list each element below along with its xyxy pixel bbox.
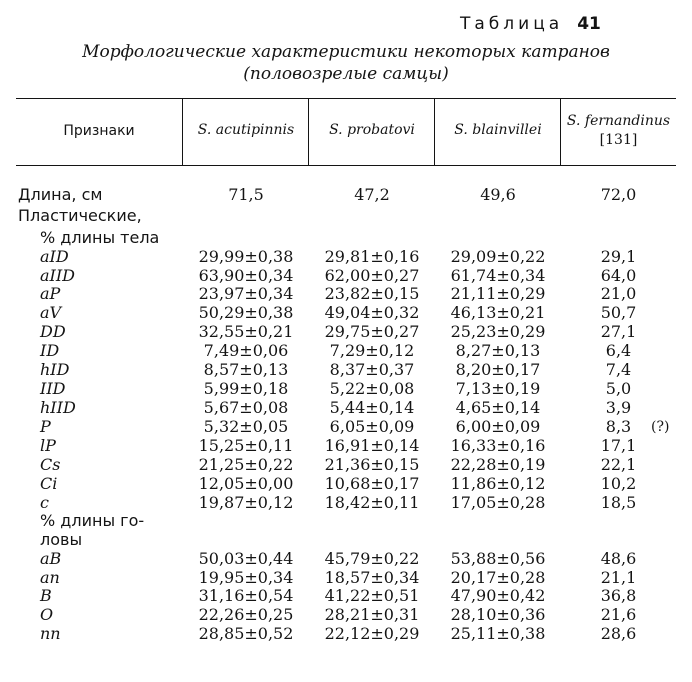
row-value [309, 437, 435, 455]
row-label: ID [40, 341, 60, 360]
cell-text: 16,91±0,14 [324, 436, 420, 455]
cell-text: 28,10±0,36 [450, 605, 546, 624]
table-row [0, 229, 692, 247]
cell-text: 22,12±0,29 [324, 624, 420, 643]
table-row [0, 304, 692, 322]
cell-text: 8,20±0,17 [455, 360, 541, 379]
row-value [183, 569, 309, 587]
table-row [0, 248, 692, 266]
cell-text: 25,11±0,38 [450, 624, 546, 643]
cell-text: 21,1 [600, 568, 637, 587]
row-value [183, 361, 309, 379]
row-value [435, 267, 561, 285]
row-value [561, 494, 676, 512]
row-value [309, 304, 435, 322]
table-num: 41 [577, 14, 601, 34]
row-label: nn [40, 624, 61, 643]
row-label: ловы [40, 530, 83, 549]
row-label: DD [40, 322, 66, 341]
row-label: hIID [40, 398, 76, 417]
table-row [0, 550, 692, 568]
header-blainvillei: S. blainvillei [454, 122, 542, 138]
header-features: Признаки [63, 123, 135, 139]
cell-text: 53,88±0,56 [450, 549, 546, 568]
table-word: Таблица [460, 14, 564, 34]
cell-text: 19,95±0,34 [198, 568, 294, 587]
cell-text: 6,00±0,09 [455, 417, 541, 436]
row-value [309, 587, 435, 605]
cell-text: 41,22±0,51 [324, 586, 420, 605]
row-value [435, 380, 561, 398]
row-value [561, 475, 676, 493]
cell-text: 36,8 [600, 586, 637, 605]
cell-text: 7,4 [605, 360, 632, 379]
row-value [435, 475, 561, 493]
table-row [0, 361, 692, 379]
cell-text: 21,0 [600, 284, 637, 303]
table-top-rule [16, 98, 676, 99]
row-value [561, 323, 676, 341]
table-row [0, 531, 692, 549]
cell-text: 6,05±0,09 [329, 417, 415, 436]
cell-text: 49,04±0,32 [324, 303, 420, 322]
cell-text: 7,13±0,19 [455, 379, 541, 398]
cell-text: 22,28±0,19 [450, 455, 546, 474]
cell-text: 50,7 [600, 303, 637, 322]
cell-text: 27,1 [600, 322, 637, 341]
table-row [0, 342, 692, 360]
row-label: aID [40, 247, 69, 266]
table-row [0, 323, 692, 341]
cell-text: 29,1 [600, 247, 637, 266]
row-value [435, 248, 561, 266]
cell-text: 28,21±0,31 [324, 605, 420, 624]
cell-text: 21,36±0,15 [324, 455, 420, 474]
table-caption-line2: (половозрелые самцы) [243, 64, 449, 84]
cell-text: 23,97±0,34 [198, 284, 294, 303]
row-label: P [40, 417, 51, 436]
cell-text: 19,87±0,12 [198, 493, 294, 512]
row-value [435, 323, 561, 341]
row-value [561, 456, 676, 474]
cell-text: 5,67±0,08 [203, 398, 289, 417]
cell-text: 17,1 [600, 436, 637, 455]
table-number [460, 14, 601, 34]
table-row [0, 456, 692, 474]
cell-text: 10,68±0,17 [324, 474, 420, 493]
cell-text: 5,32±0,05 [203, 417, 289, 436]
cell-text: 12,05±0,00 [198, 474, 294, 493]
row-value [435, 587, 561, 605]
row-label: aP [40, 284, 61, 303]
cell-text: 47,90±0,42 [450, 586, 546, 605]
row-label: Ci [40, 474, 58, 493]
cell-text: 18,57±0,34 [324, 568, 420, 587]
table-row [0, 625, 692, 643]
row-value [309, 285, 435, 303]
table-row [0, 512, 692, 530]
row-value [183, 342, 309, 360]
row-label: B [40, 586, 52, 605]
row-label: aB [40, 549, 62, 568]
row-value [309, 550, 435, 568]
row-value [183, 285, 309, 303]
cell-text: 32,55±0,21 [198, 322, 294, 341]
cell-text: 31,16±0,54 [198, 586, 294, 605]
cell-text: 71,5 [228, 185, 264, 204]
row-value [561, 361, 676, 379]
table-row [0, 380, 692, 398]
row-value [183, 475, 309, 493]
row-note: (?) [651, 419, 670, 435]
row-value [309, 380, 435, 398]
table-row [0, 285, 692, 303]
cell-text: 47,2 [354, 185, 390, 204]
cell-text: 28,85±0,52 [198, 624, 294, 643]
cell-text: 22,1 [600, 455, 637, 474]
row-value [561, 418, 676, 436]
cell-text: 4,65±0,14 [455, 398, 541, 417]
row-value [309, 569, 435, 587]
row-value [309, 625, 435, 643]
cell-text: 29,75±0,27 [324, 322, 420, 341]
row-value [183, 550, 309, 568]
cell-text: 61,74±0,34 [450, 266, 546, 285]
cell-text: 5,44±0,14 [329, 398, 415, 417]
cell-text: 8,27±0,13 [455, 341, 541, 360]
table-row [0, 267, 692, 285]
row-value [309, 323, 435, 341]
header-probatovi: S. probatovi [329, 122, 415, 138]
row-value [435, 342, 561, 360]
row-value [183, 418, 309, 436]
row-value [183, 437, 309, 455]
table-caption-line1: Морфологические характеристики некоторых катранов [82, 42, 610, 62]
cell-text: 7,49±0,06 [203, 341, 289, 360]
row-value [435, 569, 561, 587]
cell-text: 21,25±0,22 [198, 455, 294, 474]
cell-text: 20,17±0,28 [450, 568, 546, 587]
table-row [0, 399, 692, 417]
row-label: IID [40, 379, 66, 398]
row-value [561, 342, 676, 360]
row-value [561, 186, 676, 204]
cell-text: 10,2 [600, 474, 637, 493]
cell-text: 7,29±0,12 [329, 341, 415, 360]
row-value [183, 186, 309, 204]
cell-text: 5,0 [605, 379, 632, 398]
row-value [435, 361, 561, 379]
row-value [561, 267, 676, 285]
row-value [561, 380, 676, 398]
table-row [0, 437, 692, 455]
row-value [435, 456, 561, 474]
cell-text: 64,0 [600, 266, 637, 285]
cell-text: 29,81±0,16 [324, 247, 420, 266]
row-value [561, 399, 676, 417]
row-label: lP [40, 436, 56, 455]
table-row [0, 606, 692, 624]
row-value [183, 399, 309, 417]
row-label: Длина, см [18, 185, 103, 204]
row-label: % длины го- [40, 511, 145, 530]
table-row [0, 569, 692, 587]
row-value [561, 606, 676, 624]
header-fernandinus-ref: [131] [599, 132, 638, 148]
cell-text: 63,90±0,34 [198, 266, 294, 285]
table-row [0, 186, 692, 204]
cell-text: 25,23±0,29 [450, 322, 546, 341]
row-value [561, 625, 676, 643]
cell-text: 62,00±0,27 [324, 266, 420, 285]
row-value [435, 285, 561, 303]
table-row [0, 587, 692, 605]
row-value [435, 399, 561, 417]
row-value [435, 625, 561, 643]
row-label: Cs [40, 455, 61, 474]
cell-text: 6,4 [605, 341, 632, 360]
row-value [561, 587, 676, 605]
row-value [309, 399, 435, 417]
row-value [183, 267, 309, 285]
row-label: aV [40, 303, 62, 322]
row-value [309, 186, 435, 204]
row-value [309, 342, 435, 360]
header-fernandinus-name: S. fernandinus [566, 113, 671, 129]
header-acutipinnis: S. acutipinnis [197, 122, 295, 138]
row-value [183, 380, 309, 398]
table-row [0, 494, 692, 512]
cell-text: 22,26±0,25 [198, 605, 294, 624]
cell-text: 48,6 [600, 549, 637, 568]
row-value [561, 437, 676, 455]
cell-text: 29,09±0,22 [450, 247, 546, 266]
row-value [183, 494, 309, 512]
row-value [309, 361, 435, 379]
cell-text: 21,6 [600, 605, 637, 624]
row-label: % длины тела [40, 228, 160, 247]
row-value [561, 569, 676, 587]
row-value [309, 475, 435, 493]
row-value [561, 304, 676, 322]
cell-text: 18,42±0,11 [324, 493, 420, 512]
cell-text: 8,57±0,13 [203, 360, 289, 379]
row-value [183, 304, 309, 322]
row-label: c [40, 493, 49, 512]
row-value [435, 437, 561, 455]
cell-text: 5,99±0,18 [203, 379, 289, 398]
cell-text: 21,11±0,29 [450, 284, 546, 303]
row-value [435, 494, 561, 512]
row-value [183, 606, 309, 624]
cell-text: 46,13±0,21 [450, 303, 546, 322]
row-value [435, 418, 561, 436]
table-row [0, 207, 692, 225]
row-value [561, 550, 676, 568]
row-value [309, 418, 435, 436]
cell-text: 50,29±0,38 [198, 303, 294, 322]
cell-text: 23,82±0,15 [324, 284, 420, 303]
cell-text: 11,86±0,12 [450, 474, 546, 493]
header-bottom-rule [16, 165, 676, 166]
cell-text: 15,25±0,11 [198, 436, 294, 455]
cell-text: 45,79±0,22 [324, 549, 420, 568]
row-label: aIID [40, 266, 76, 285]
cell-text: 8,37±0,37 [329, 360, 415, 379]
cell-text: 49,6 [480, 185, 516, 204]
row-label: Пластические, [18, 206, 142, 225]
row-label: O [40, 605, 54, 624]
row-value [309, 267, 435, 285]
cell-text: 16,33±0,16 [450, 436, 546, 455]
row-value [309, 248, 435, 266]
cell-text: 28,6 [600, 624, 637, 643]
row-value [183, 323, 309, 341]
cell-text: 29,99±0,38 [198, 247, 294, 266]
cell-text: 3,9 [605, 398, 632, 417]
row-value [183, 625, 309, 643]
row-value [183, 587, 309, 605]
row-value [435, 550, 561, 568]
cell-text: 5,22±0,08 [329, 379, 415, 398]
row-value [435, 606, 561, 624]
row-value [183, 456, 309, 474]
row-value [309, 456, 435, 474]
cell-text: 8,3 [605, 417, 632, 436]
row-value [561, 285, 676, 303]
row-label: hID [40, 360, 70, 379]
row-label: an [40, 568, 60, 587]
cell-text: 72,0 [600, 185, 637, 204]
row-value [435, 304, 561, 322]
row-value [561, 248, 676, 266]
table-row [0, 475, 692, 493]
cell-text: 18,5 [600, 493, 637, 512]
cell-text: 50,03±0,44 [198, 549, 294, 568]
row-value [309, 494, 435, 512]
row-value [183, 248, 309, 266]
row-value [309, 606, 435, 624]
table-row [0, 418, 692, 436]
row-value [435, 186, 561, 204]
header-fernandinus [561, 112, 676, 150]
cell-text: 17,05±0,28 [450, 493, 546, 512]
